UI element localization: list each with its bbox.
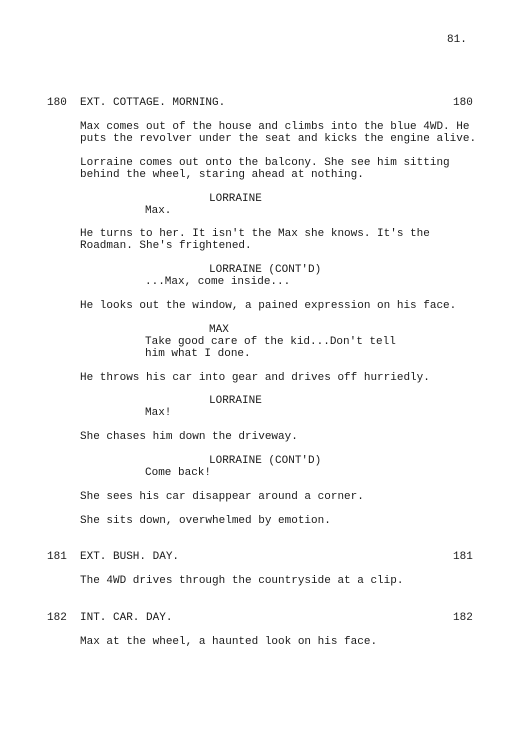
action-line: Roadman. She's frightened. — [80, 240, 252, 252]
scene-heading: EXT. BUSH. DAY. — [80, 551, 180, 563]
dialogue-line: Max. — [145, 205, 172, 217]
action-line: Max comes out of the house and climbs into the blue 4WD. He — [80, 121, 470, 133]
character-cue: LORRAINE (CONT'D) — [209, 264, 322, 276]
scene-heading: INT. CAR. DAY. — [80, 612, 173, 624]
action-line: puts the revolver under the seat and kicks the engine alive. — [80, 133, 477, 145]
character-cue: LORRAINE — [209, 395, 262, 407]
dialogue-line: Max! — [145, 407, 172, 419]
character-cue: LORRAINE (CONT'D) — [209, 455, 322, 467]
dialogue-line: ...Max, come inside... — [145, 276, 291, 288]
action-line: She chases him down the driveway. — [80, 431, 298, 443]
page-number: 81. — [447, 34, 467, 46]
action-line: He looks out the window, a pained expression on his face. — [80, 300, 457, 312]
character-cue: LORRAINE — [209, 193, 262, 205]
action-line: behind the wheel, staring ahead at nothing. — [80, 169, 364, 181]
dialogue-line: Come back! — [145, 467, 212, 479]
action-line: He turns to her. It isn't the Max she knows. It's the — [80, 228, 430, 240]
action-line: The 4WD drives through the countryside at a clip. — [80, 575, 404, 587]
scene-number-left: 182 — [47, 612, 67, 624]
action-line: She sees his car disappear around a corner. — [80, 491, 364, 503]
action-line: He throws his car into gear and drives off hurriedly. — [80, 372, 430, 384]
action-line: Max at the wheel, a haunted look on his face. — [80, 636, 378, 648]
scene-number-right: 181 — [453, 551, 473, 563]
scene-number-right: 182 — [453, 612, 473, 624]
action-line: She sits down, overwhelmed by emotion. — [80, 515, 331, 527]
scene-number-right: 180 — [453, 97, 473, 109]
action-line: Lorraine comes out onto the balcony. She see him sitting — [80, 157, 450, 169]
scene-number-left: 180 — [47, 97, 67, 109]
scene-heading: EXT. COTTAGE. MORNING. — [80, 97, 226, 109]
scene-number-left: 181 — [47, 551, 67, 563]
dialogue-line: him what I done. — [145, 348, 251, 360]
dialogue-line: Take good care of the kid...Don't tell — [145, 336, 396, 348]
character-cue: MAX — [209, 324, 229, 336]
